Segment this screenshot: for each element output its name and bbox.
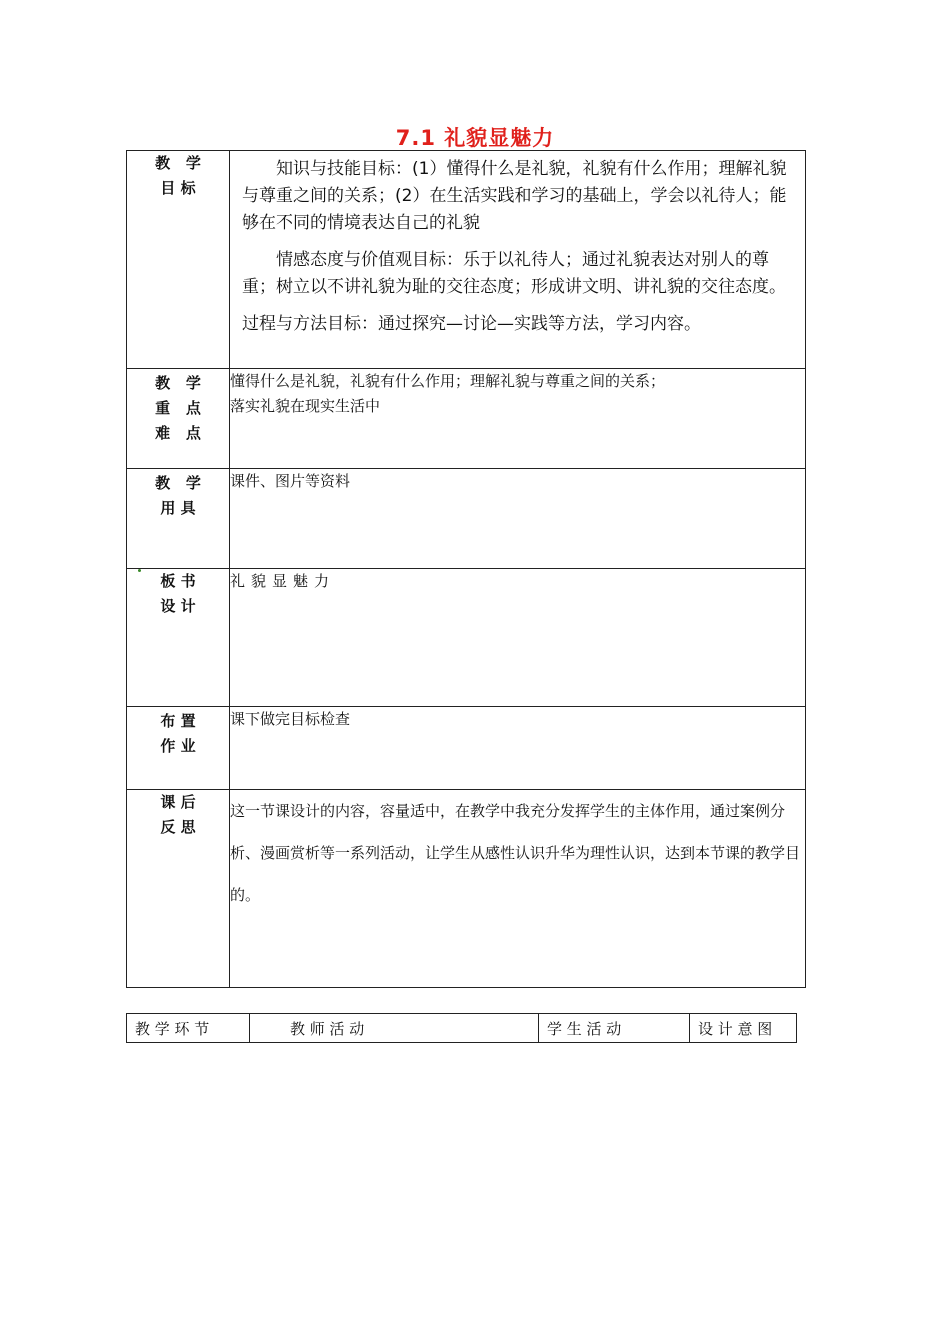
tools-row	[127, 469, 806, 569]
header-student-activity: 学 生 活 动	[539, 1014, 690, 1043]
key-points-label-line3: 难 点	[155, 424, 201, 442]
objectives-label	[127, 151, 230, 369]
key-points-label-line2: 重 点	[155, 399, 201, 417]
reflection-label	[127, 790, 230, 988]
lesson-plan-table	[126, 150, 806, 988]
reflection-row	[127, 790, 806, 988]
green-dot-mark	[138, 569, 141, 572]
objectives-label-line2: 目 标	[160, 179, 196, 197]
objectives-label-line1: 教 学	[155, 154, 201, 172]
teaching-process-header-table	[126, 1013, 797, 1043]
header-teacher-activity: 教 师 活 动	[250, 1014, 539, 1043]
tools-label-line1: 教 学	[155, 474, 201, 492]
key-points-row	[127, 369, 806, 469]
key-points-content	[230, 369, 806, 469]
homework-label	[127, 707, 230, 790]
teaching-process-header-row	[127, 1014, 797, 1043]
key-points-label-line1: 教 学	[155, 374, 201, 392]
homework-content: 课下做完目标检查	[230, 707, 806, 790]
board-label-line2: 设 计	[160, 597, 196, 615]
header-design-intent: 设 计 意 图	[690, 1014, 797, 1043]
board-content: 礼貌显魅力	[230, 569, 806, 707]
key-points-label	[127, 369, 230, 469]
attitude-objective-text: 情感态度与价值观目标：乐于以礼待人；通过礼貌表达对别人的尊重；树立以不讲礼貌为耻的交往态度；形成讲文明、讲礼貌的交往态度。	[242, 250, 786, 297]
homework-label-line2: 作 业	[160, 737, 196, 755]
objectives-row	[127, 151, 806, 369]
key-point-line1: 懂得什么是礼貌，礼貌有什么作用；理解礼貌与尊重之间的关系；	[230, 372, 666, 390]
reflection-label-line2: 反 思	[160, 818, 196, 836]
board-row	[127, 569, 806, 707]
header-teaching-stage: 教 学 环 节	[127, 1014, 250, 1043]
page-title: 7.1 礼貌显魅力	[395, 126, 555, 150]
tools-label-line2: 用 具	[160, 499, 196, 517]
board-label	[127, 569, 230, 707]
objectives-content	[230, 151, 806, 369]
board-label-line1: 板 书	[160, 572, 196, 590]
homework-label-line1: 布 置	[160, 712, 196, 730]
reflection-label-line1: 课 后	[160, 793, 196, 811]
skill-objective-text: 知识与技能目标：(1）懂得什么是礼貌，礼貌有什么作用；理解礼貌与尊重之间的关系；(2）在生活实践和学习的基础上，学会以礼待人；能够在不同的情境表达自己的礼貌	[242, 159, 787, 233]
homework-row	[127, 707, 806, 790]
tools-label	[127, 469, 230, 569]
reflection-content: 这一节课设计的内容，容量适中，在教学中我充分发挥学生的主体作用，通过案例分析、漫画赏析等一系列活动，让学生从感性认识升华为理性认识，达到本节课的教学目的。	[230, 790, 806, 988]
tools-content: 课件、图片等资料	[230, 469, 806, 569]
key-point-line2: 落实礼貌在现实生活中	[230, 397, 381, 415]
process-objective-text: 过程与方法目标：通过探究—讨论—实践等方法，学习内容。	[242, 314, 701, 334]
